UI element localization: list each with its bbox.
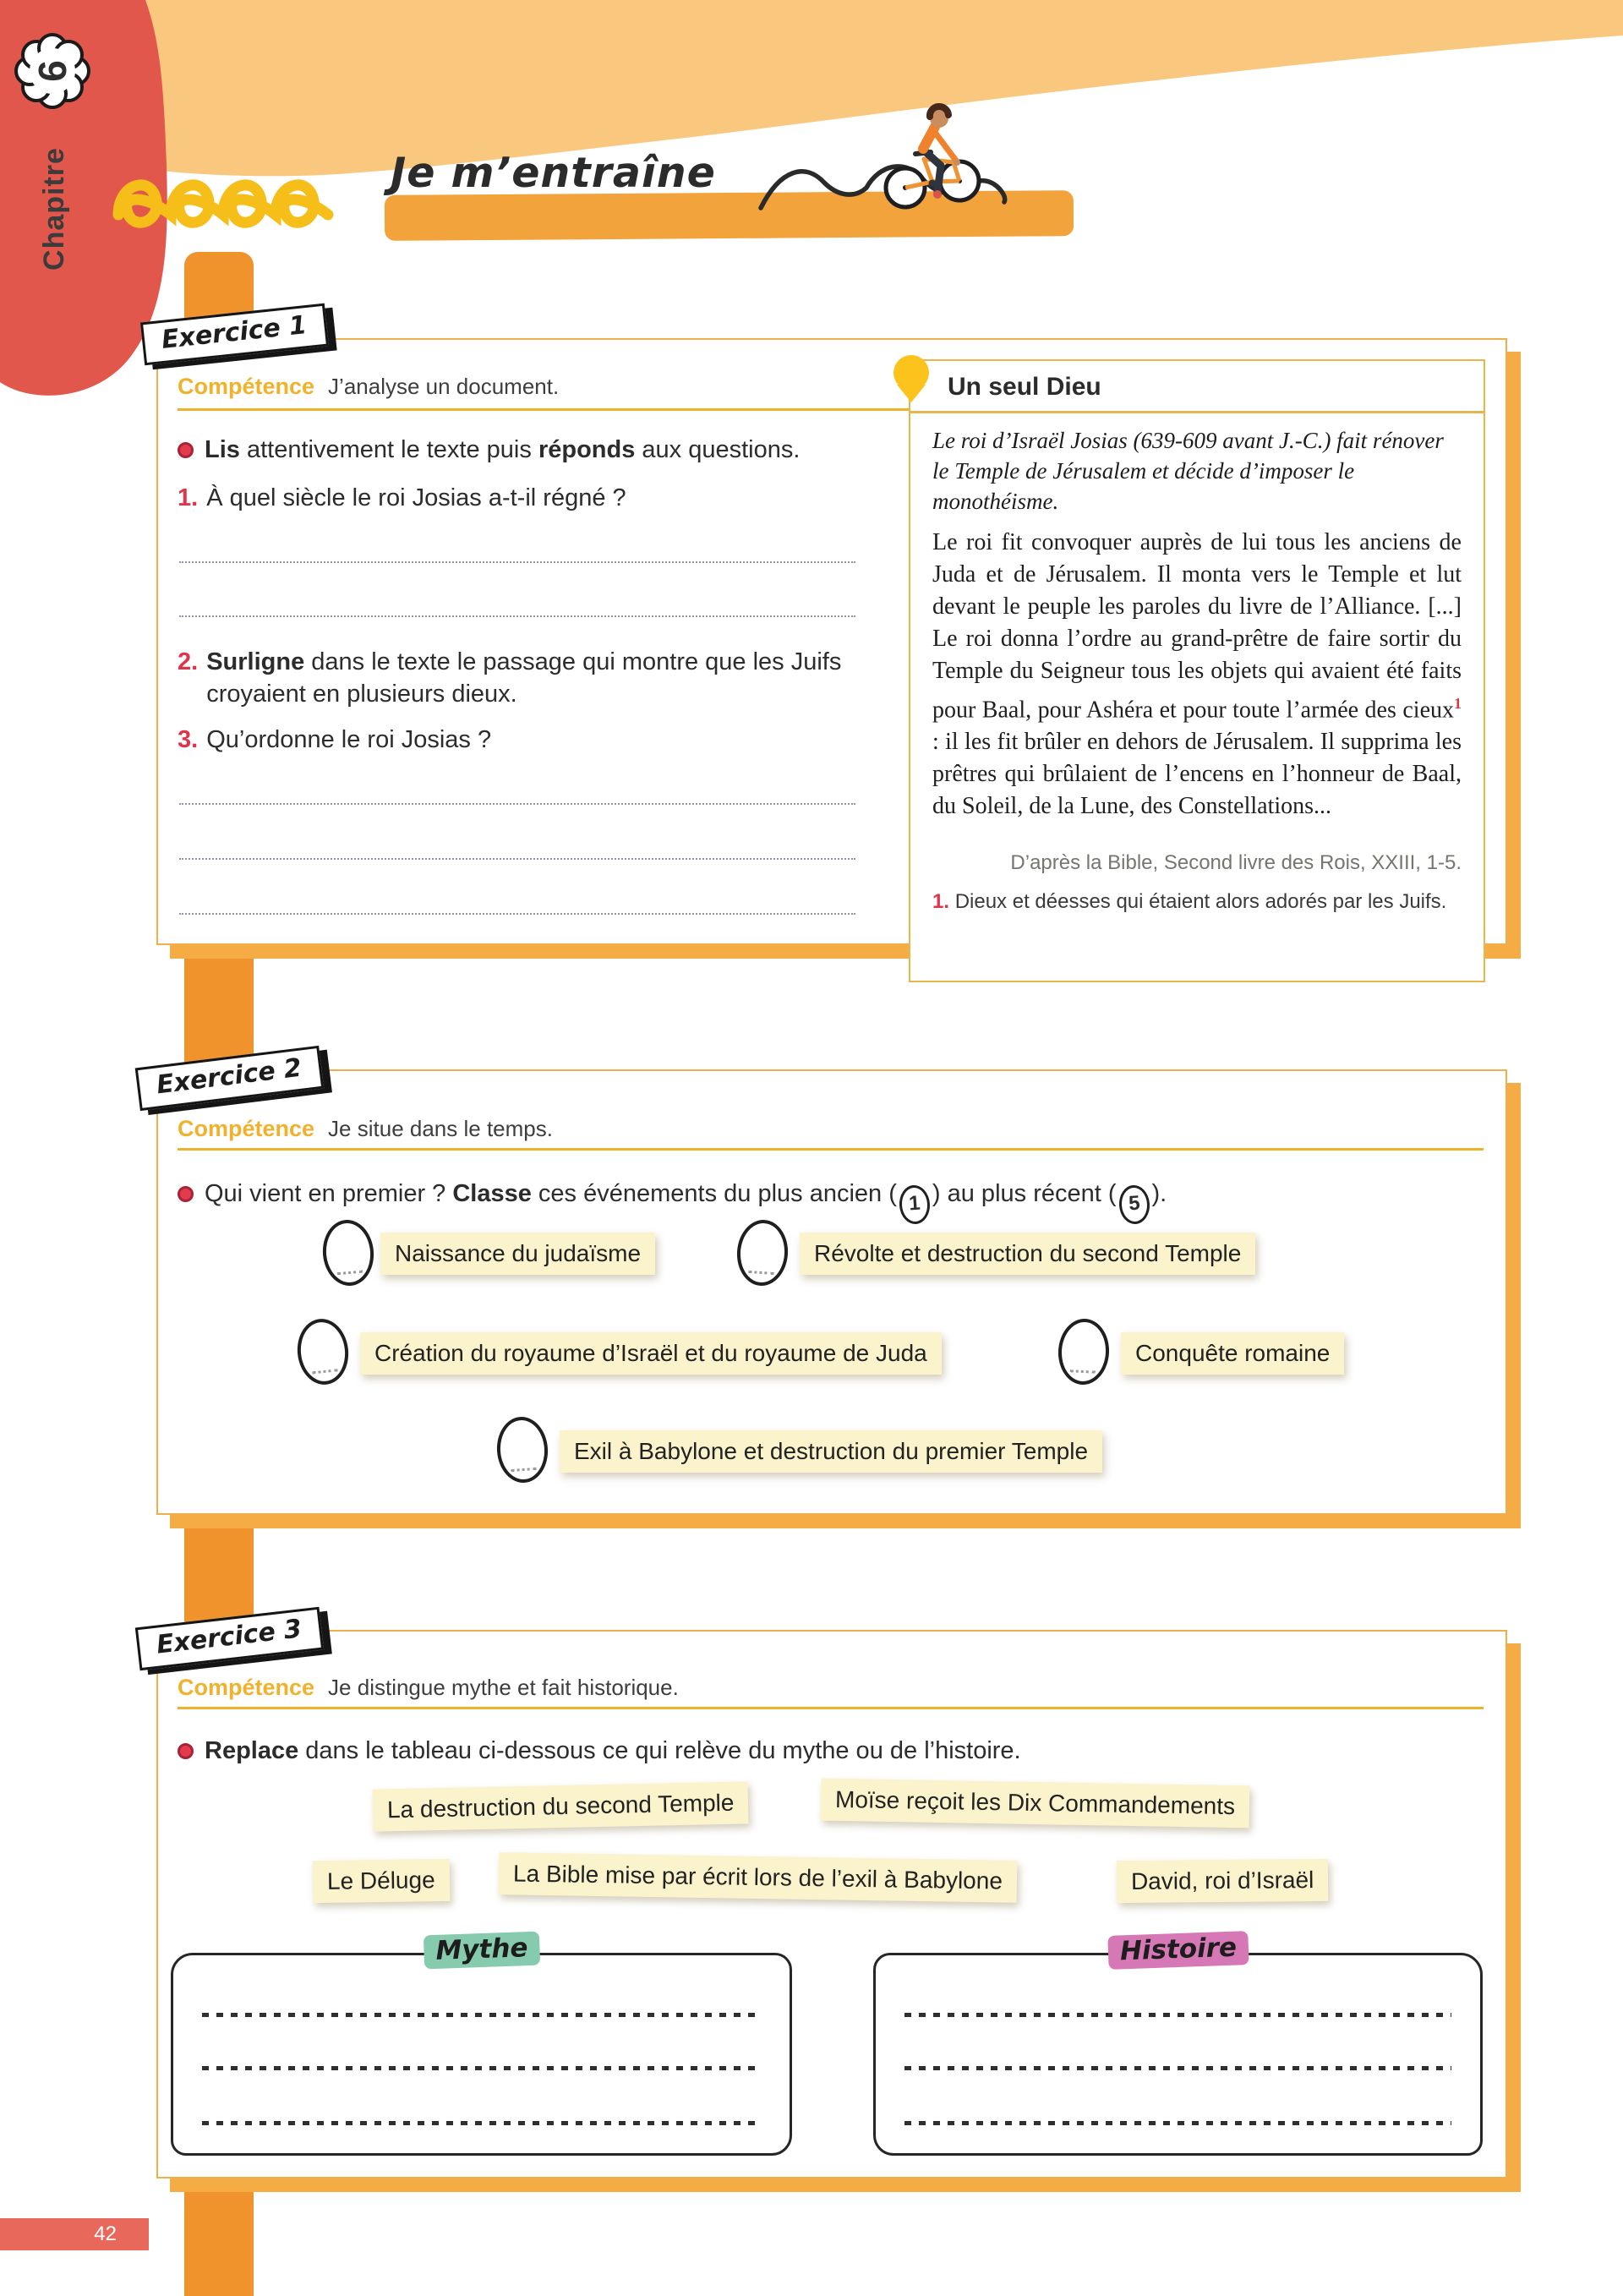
exercise-2-instruction [178, 1180, 1462, 1224]
sort-card: David, roi d’Israël [1117, 1859, 1329, 1903]
competence-text: Je distingue mythe et fait historique. [328, 1675, 679, 1700]
write-dots [511, 1468, 537, 1472]
write-dots [312, 1369, 337, 1374]
answer-line[interactable] [179, 858, 855, 860]
histoire-column-title: Histoire [1107, 1931, 1249, 1970]
exercise-2-label: Exercice 2 [135, 1046, 324, 1111]
chapter-number-flower-badge [10, 29, 95, 113]
answer-line[interactable] [179, 615, 855, 617]
exercise-3-competence [178, 1675, 679, 1701]
event-label: Conquête romaine [1121, 1332, 1344, 1375]
question-text: Surligne dans le texte le passage qui montre que les Juifs croyaient en plusieurs dieux. [206, 648, 842, 708]
question-number: 2. [178, 648, 199, 675]
instruction-text: Qui vient en premier ? Classe ces événements du plus ancien ( 1 ) au plus récent ( 5 ). [205, 1180, 1167, 1224]
chapter-label: Chapitre [38, 147, 70, 271]
page-title: Je m’entraîne [391, 149, 716, 197]
write-line[interactable] [904, 2066, 1451, 2070]
competence-text: J’analyse un document. [328, 374, 560, 399]
event-label: Exil à Babylone et destruction du premier Temple [560, 1430, 1102, 1473]
question-number: 3. [178, 726, 199, 753]
event-label: Révolte et destruction du second Temple [800, 1233, 1255, 1275]
write-line[interactable] [202, 2066, 761, 2070]
document-body-text: Le roi fit convoquer auprès de lui tous les anciens de Juda et de Jérusalem. Il monta vers le Temple et lut devant le peuple les paroles du livre de l’Alliance. [...] Le roi donna l’ordre au grand-prêtre de faire sortir du Temple du Seigneur tous les objets qui avaient été faits pour Baal, pour Ashéra et pour toute l’armée des cieux [932, 529, 1462, 724]
competence-label: Compétence [178, 374, 315, 399]
sort-card: La Bible mise par écrit lors de l’exil à Babylone [499, 1852, 1018, 1903]
footnote-marker: 1 [1454, 695, 1462, 712]
write-dots [1070, 1369, 1096, 1374]
instruction-text: Replace dans le tableau ci-dessous ce qui relève du mythe ou de l’histoire. [205, 1737, 1021, 1764]
answer-line[interactable] [179, 561, 855, 563]
competence-underline [178, 1148, 1484, 1151]
exercise-3-label: Exercice 3 [135, 1607, 324, 1670]
document-footnote [910, 875, 1484, 914]
map-pin-icon [892, 355, 931, 402]
event-label: Naissance du judaïsme [380, 1233, 655, 1275]
bullet-icon [178, 1743, 194, 1759]
exercise-2-competence [178, 1116, 553, 1142]
write-line[interactable] [904, 2121, 1451, 2125]
histoire-column-box [873, 1932, 1483, 2156]
document-body-text: : il les fit brûler en dehors de Jérusalem. Il supprima les prêtres qui brûlaient de l’encens en l’honneur de Baal, du Soleil, de la Lune, des Constellations... [932, 729, 1462, 820]
document-title: Un seul Dieu [948, 373, 1101, 401]
question-2 [178, 646, 879, 710]
exercise-1-label: Exercice 1 [140, 303, 329, 366]
write-line[interactable] [202, 2121, 761, 2125]
exercise-3-instruction [178, 1737, 1462, 1765]
answer-line[interactable] [179, 913, 855, 915]
cyclist-illustration [757, 100, 1019, 227]
answer-line[interactable] [179, 803, 855, 805]
write-dots [748, 1271, 773, 1275]
write-line[interactable] [904, 2013, 1451, 2017]
competence-underline [178, 1707, 1484, 1709]
competence-label: Compétence [178, 1116, 315, 1141]
competence-text: Je situe dans le temps. [328, 1116, 553, 1141]
bullet-icon [178, 1186, 194, 1202]
mythe-column-box [171, 1932, 792, 2156]
source-document-box [909, 359, 1485, 982]
competence-label: Compétence [178, 1675, 315, 1700]
event-label: Création du royaume d’Israël et du royaume de Juda [360, 1332, 942, 1375]
sort-card: Moïse reçoit les Dix Commandements [821, 1779, 1250, 1829]
mythe-column-title: Mythe [423, 1932, 539, 1970]
write-dots [337, 1271, 363, 1276]
chapter-number: 6 [30, 60, 74, 82]
instruction-text: Lis attentivement le texte puis réponds aux questions. [205, 436, 801, 463]
question-text: Qu’ordonne le roi Josias ? [206, 726, 492, 753]
document-body [910, 517, 1484, 823]
question-1 [178, 482, 888, 514]
sort-card: Le Déluge [313, 1859, 450, 1903]
question-number: 1. [178, 484, 199, 511]
exercise-1-instruction [178, 436, 904, 464]
footnote-number: 1. [932, 890, 950, 914]
yellow-squiggle-decoration [112, 162, 365, 230]
page-number-tab: 42 [0, 2218, 149, 2250]
question-text: À quel siècle le roi Josias a-t-il régné ? [206, 484, 626, 511]
document-intro: Le roi d’Israël Josias (639-609 avant J.-C.) fait rénover le Temple de Jérusalem et décide d’imposer le monothéisme. [932, 428, 1444, 514]
document-source: D’après la Bible, Second livre des Rois, XXIII, 1-5. [1010, 851, 1462, 875]
footnote-text: Dieux et déesses qui étaient alors adorés par les Juifs. [954, 890, 1447, 914]
question-3 [178, 724, 888, 756]
write-line[interactable] [202, 2013, 761, 2017]
exercise-1-competence [178, 374, 559, 400]
bullet-icon [178, 442, 194, 458]
sort-card: La destruction du second Temple [373, 1781, 749, 1831]
